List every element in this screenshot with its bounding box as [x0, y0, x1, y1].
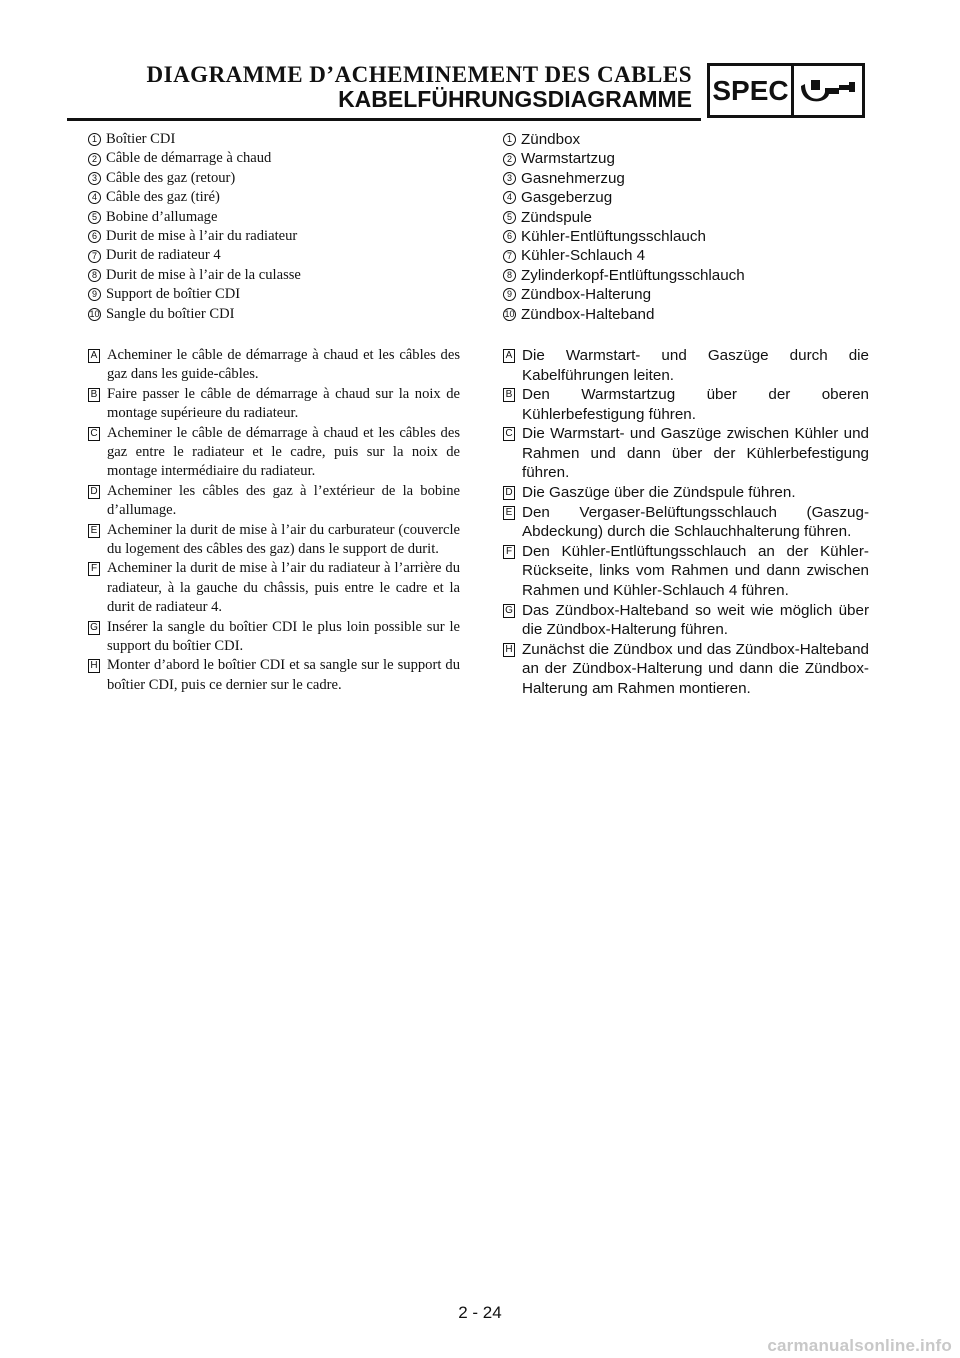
list-item: H Zunächst die Zündbox und das Zündbox-Halteband an der Zündbox-Halterung und dann die Zündbox-Halterung am Rahmen montieren. — [503, 640, 869, 699]
list-item: D Acheminer les câbles des gaz à l’extérieur de la bobine d’allumage. — [88, 482, 460, 521]
list-item: A Acheminer le câble de démarrage à chaud et les câbles des gaz dans les guide-câbles. — [88, 346, 460, 385]
note-letter: H — [503, 643, 515, 657]
note-letter: F — [503, 545, 515, 559]
callout-number: 5 — [503, 211, 516, 224]
callout-number: 9 — [503, 288, 516, 301]
spec-label: SPEC — [710, 66, 794, 115]
note-letter: A — [503, 349, 515, 363]
spec-badge — [707, 63, 865, 118]
callout-number: 7 — [503, 250, 516, 263]
list-item: 9 Zündbox-Halterung — [503, 285, 869, 304]
list-item: 7 Kühler-Schlauch 4 — [503, 246, 869, 265]
list-item: 7 Durit de radiateur 4 — [88, 246, 460, 265]
page-number: 2 - 24 — [458, 1303, 502, 1322]
callout-number: 4 — [503, 191, 516, 204]
list-item: 10 Sangle du boîtier CDI — [89, 305, 235, 322]
note-letter: G — [88, 621, 100, 635]
list-item: B Den Warmstartzug über der oberen Kühlerbefestigung führen. — [503, 385, 869, 424]
callout-number: 2 — [88, 153, 101, 166]
list-item: B Faire passer le câble de démarrage à chaud sur la noix de montage supérieure du radiateur. — [88, 385, 460, 424]
callout-number: 2 — [503, 153, 516, 166]
callout-number: 1 — [503, 133, 516, 146]
list-item: 10 Zündbox-Halteband — [504, 305, 655, 323]
section-title-french: DIAGRAMME D’ACHEMINEMENT DES CABLES — [146, 62, 692, 87]
parts-list-french — [88, 130, 460, 324]
list-item: 6 Durit de mise à l’air du radiateur — [88, 227, 460, 246]
list-item: 9 Support de boîtier CDI — [88, 285, 460, 304]
list-item: 2 Câble de démarrage à chaud — [88, 149, 460, 168]
callout-number: 7 — [88, 250, 101, 263]
list-item: 4 Gasgeberzug — [503, 188, 869, 207]
list-item: 4 Câble des gaz (tiré) — [88, 188, 460, 207]
note-letter: B — [503, 388, 515, 402]
callout-number: 5 — [88, 211, 101, 224]
list-item: G Das Zündbox-Halteband so weit wie möglich über die Zündbox-Halterung führen. — [503, 601, 869, 640]
section-title-german: KABELFÜHRUNGSDIAGRAMME — [338, 86, 692, 112]
list-item: 1 Boîtier CDI — [88, 130, 460, 149]
list-item: 5 Zündspule — [503, 208, 869, 227]
german-column — [503, 130, 869, 699]
list-item: C Die Warmstart- und Gaszüge zwischen Kühler und Rahmen und dann über der Kühlerbefestigung führen. — [503, 424, 869, 483]
list-item: 3 Gasnehmerzug — [503, 169, 869, 188]
page-header — [0, 0, 960, 130]
callout-number: 6 — [503, 230, 516, 243]
list-item: 8 Zylinderkopf-Entlüftungsschlauch — [503, 266, 869, 285]
list-item: C Acheminer le câble de démarrage à chaud et les câbles des gaz entre le radiateur et le cadre, puis sur la noix de montage intermédiaire du radiateur. — [88, 424, 460, 482]
list-item: E Den Vergaser-Belüftungsschlauch (Gaszug-Abdeckung) durch die Schlauchhalterung führen. — [503, 503, 869, 542]
parts-list-german — [503, 130, 869, 324]
title-underline — [67, 118, 701, 121]
list-item: A Die Warmstart- und Gaszüge durch die Kabelführungen leiten. — [503, 346, 869, 385]
list-item: F Acheminer la durit de mise à l’air du radiateur à l’arrière du radiateur, à la gauche du châssis, puis entre le cadre et la durit de radiateur 4. — [88, 559, 460, 617]
callout-number: 4 — [88, 191, 101, 204]
watermark-text: carmanualsonline.info — [767, 1336, 952, 1355]
note-letter: H — [88, 659, 100, 673]
list-item: 3 Câble des gaz (retour) — [88, 169, 460, 188]
note-letter: C — [88, 427, 100, 441]
callout-number: 8 — [503, 269, 516, 282]
french-column — [88, 130, 460, 695]
list-item: 6 Kühler-Entlüftungsschlauch — [503, 227, 869, 246]
list-item: D Die Gaszüge über die Zündspule führen. — [503, 483, 869, 503]
callout-number: 8 — [88, 269, 101, 282]
note-letter: E — [88, 524, 100, 538]
callout-number: 3 — [503, 172, 516, 185]
list-item: 5 Bobine d’allumage — [88, 208, 460, 227]
note-letter: C — [503, 427, 515, 441]
note-letter: G — [503, 604, 515, 618]
note-letter: B — [88, 388, 100, 402]
list-item: 2 Warmstartzug — [503, 149, 869, 168]
note-letter: D — [88, 485, 100, 499]
list-item: 8 Durit de mise à l’air de la culasse — [88, 266, 460, 285]
note-letter: D — [503, 486, 515, 500]
list-item: H Monter d’abord le boîtier CDI et sa sangle sur le support du boîtier CDI, puis ce dernier sur le cadre. — [88, 656, 460, 695]
callout-number: 10 — [504, 308, 515, 319]
note-letter: E — [503, 506, 515, 520]
callout-number: 9 — [88, 288, 101, 301]
callout-number: 6 — [88, 230, 101, 243]
wrench-cable-icon — [799, 74, 857, 108]
list-item: 1 Zündbox — [503, 130, 869, 149]
list-item: G Insérer la sangle du boîtier CDI le plus loin possible sur le support du boîtier CDI. — [88, 618, 460, 657]
notes-list-german — [503, 346, 869, 699]
list-item: E Acheminer la durit de mise à l’air du carburateur (couvercle du logement des câbles des gaz) dans le support de durit. — [88, 521, 460, 560]
callout-number: 3 — [88, 172, 101, 185]
list-item: F Den Kühler-Entlüftungsschlauch an der Kühler-Rückseite, links vom Rahmen und dann zwischen Rahmen und Kühler-Schlauch 4 führen. — [503, 542, 869, 601]
note-letter: A — [88, 349, 100, 363]
note-letter: F — [88, 562, 100, 576]
notes-list-french — [88, 346, 460, 695]
callout-number: 1 — [88, 133, 101, 146]
callout-number: 10 — [89, 308, 100, 319]
